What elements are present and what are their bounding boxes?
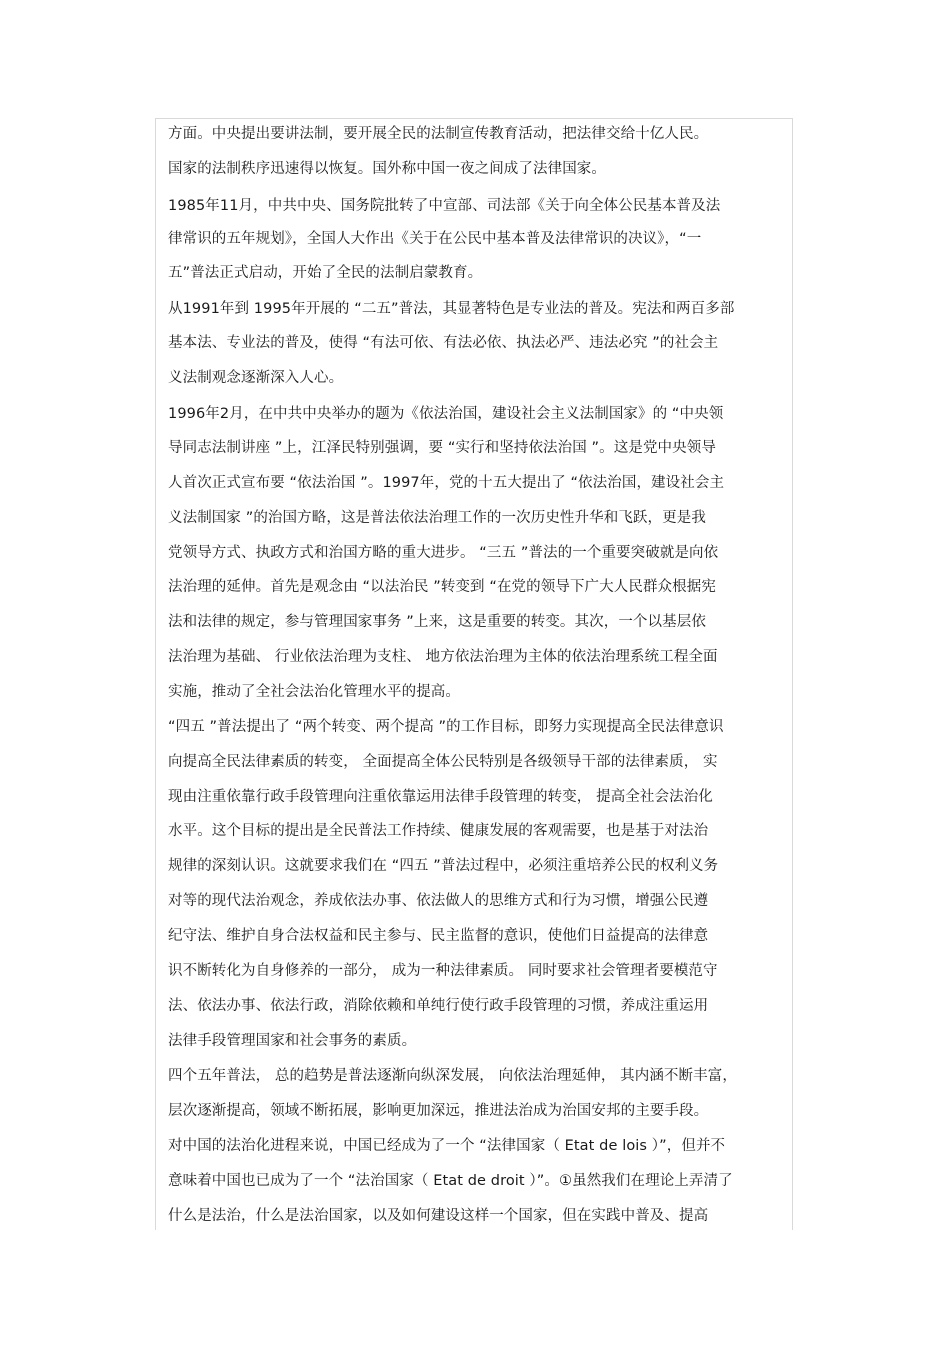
text-line: 意味着中国也已成为了一个 “法治国家（ Etat de droit ）”。①虽然我们在理论上弄清了	[168, 1173, 733, 1189]
text-line: 1996年2月，在中共中央举办的题为《依法治国，建设社会主义法制国家》的 “中央领	[168, 406, 724, 422]
text-line: 义法制观念逐渐深入人心。	[168, 370, 344, 386]
text-line: 从1991年到 1995年开展的 “二五”普法，其显著特色是专业法的普及。宪法和两百多部	[168, 301, 735, 317]
text-line: 实施，推动了全社会法治化管理水平的提高。	[168, 684, 460, 700]
text-line: 什么是法治，什么是法治国家，以及如何建设这样一个国家，但在实践中普及、提高	[168, 1208, 709, 1224]
text-line: 五”普法正式启动，开始了全民的法制启蒙教育。	[168, 265, 483, 281]
text-line: 识不断转化为自身修养的一部分， 成为一种法律素质。 同时要求社会管理者要模范守	[168, 963, 718, 979]
text-line: 导同志法制讲座 ”上，江泽民特别强调，要 “实行和坚持依法治国 ”。这是党中央领导	[168, 440, 716, 456]
text-line: 义法制国家 ”的治国方略，这是普法依法治理工作的一次历史性升华和飞跃，更是我	[168, 510, 706, 526]
text-line: 对中国的法治化进程来说，中国已经成为了一个 “法律国家（ Etat de lois ）”，但并不	[168, 1138, 726, 1154]
text-line: 人首次正式宣布要 “依法治国 ”。1997年，党的十五大提出了 “依法治国，建设社会主	[168, 475, 725, 491]
text-line: 现由注重依靠行政手段管理向注重依靠运用法律手段管理的转变， 提高全社会法治化	[168, 789, 713, 805]
text-line: “四五 ”普法提出了 “两个转变、两个提高 ”的工作目标，即努力实现提高全民法律意识	[168, 719, 724, 735]
text-line: 法、依法办事、依法行政，消除依赖和单纯行使行政手段管理的习惯，养成注重运用	[168, 998, 709, 1014]
text-line: 对等的现代法治观念，养成依法办事、依法做人的思维方式和行为习惯，增强公民遵	[168, 893, 709, 909]
page-frame	[155, 118, 793, 1230]
text-line: 方面。中央提出要讲法制，要开展全民的法制宣传教育活动，把法律交给十亿人民。	[168, 126, 709, 142]
text-line: 规律的深刻认识。这就要求我们在 “四五 ”普法过程中，必须注重培养公民的权利义务	[168, 858, 719, 874]
text-line: 国家的法制秩序迅速得以恢复。国外称中国一夜之间成了法律国家。	[168, 161, 606, 177]
text-line: 1985年11月，中共中央、国务院批转了中宣部、司法部《关于向全体公民基本普及法	[168, 198, 721, 214]
text-line: 基本法、专业法的普及，使得 “有法可依、有法必依、执法必严、违法必究 ”的社会主	[168, 335, 719, 351]
text-line: 法治理的延伸。首先是观念由 “以法治民 ”转变到 “在党的领导下广大人民群众根据宪	[168, 579, 716, 595]
text-line: 层次逐渐提高，领域不断拓展，影响更加深远，推进法治成为治国安邦的主要手段。	[168, 1103, 709, 1119]
text-line: 律常识的五年规划》，全国人大作出《关于在公民中基本普及法律常识的决议》，“一	[168, 231, 702, 247]
text-line: 向提高全民法律素质的转变， 全面提高全体公民特别是各级领导干部的法律素质， 实	[168, 754, 718, 770]
text-line: 法和法律的规定，参与管理国家事务 ”上来，这是重要的转变。其次，一个以基层依	[168, 614, 706, 630]
text-line: 水平。这个目标的提出是全民普法工作持续、健康发展的客观需要，也是基于对法治	[168, 823, 709, 839]
text-line: 纪守法、维护自身合法权益和民主参与、民主监督的意识，使他们日益提高的法律意	[168, 928, 709, 944]
text-line: 法律手段管理国家和社会事务的素质。	[168, 1033, 417, 1049]
text-line: 党领导方式、执政方式和治国方略的重大进步。 “三五 ”普法的一个重要突破就是向依	[168, 545, 719, 561]
text-line: 四个五年普法， 总的趋势是普法逐渐向纵深发展， 向依法治理延伸， 其内涵不断丰富，	[168, 1068, 737, 1084]
text-line: 法治理为基础、 行业依法治理为支柱、 地方依法治理为主体的依法治理系统工程全面	[168, 649, 718, 665]
